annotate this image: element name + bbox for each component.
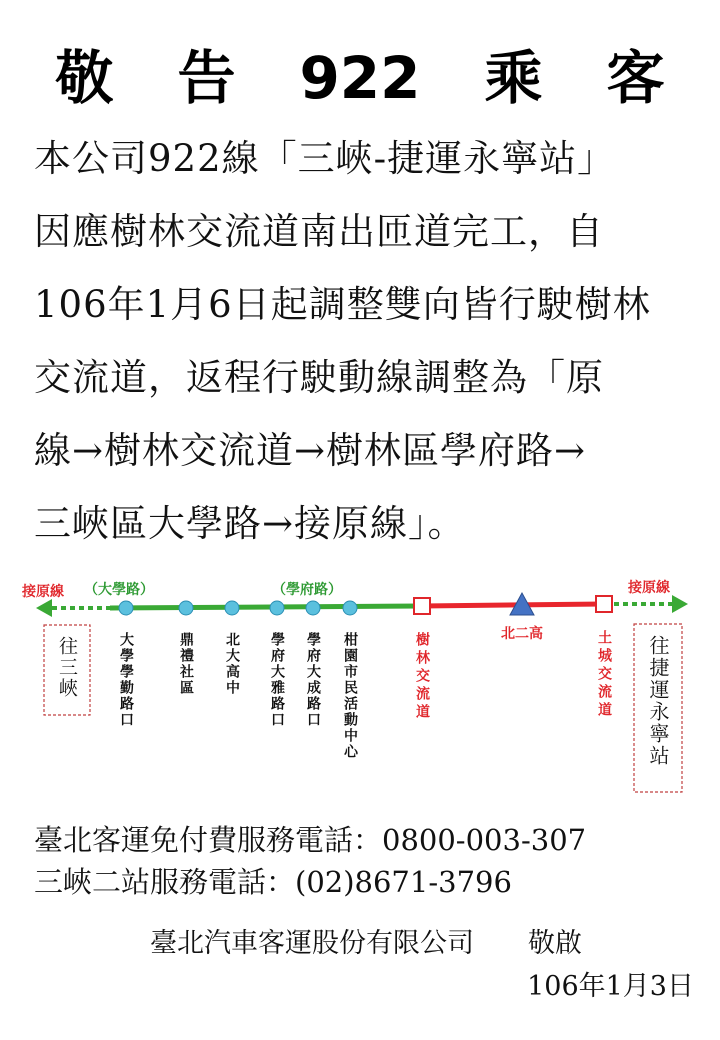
stop-marker (179, 601, 193, 615)
body-line: 106年1月6日起調整雙向皆行駛樹林 (34, 283, 651, 326)
destination-right: 往捷運永寧站 (646, 635, 670, 767)
stop-name: 北大高中 (224, 632, 240, 696)
interchange-name: 樹林交流道 (414, 632, 430, 722)
route-map (0, 568, 720, 808)
stop-marker (225, 601, 239, 615)
destination-left: 往三峽 (56, 636, 78, 699)
notice-date: 106年1月3日 (527, 971, 694, 1002)
title-char: 客 (606, 44, 665, 112)
right-join-label: 接原線 (628, 580, 670, 596)
body-line: 線→樹林交流道→樹林區學府路→ (34, 429, 587, 472)
body-line: 因應樹林交流道南出匝道完工，自 (34, 210, 604, 253)
stop-name: 鼎禮社區 (178, 632, 194, 696)
company-name: 臺北汽車客運股份有限公司 (150, 928, 474, 959)
road-label-xuefu: （學府路） (272, 582, 342, 598)
notice-title (0, 42, 720, 114)
green-route-segment (110, 606, 422, 608)
interchange-name: 土城交流道 (596, 630, 612, 720)
red-route-segment (422, 604, 604, 606)
stop-name: 學府大雅路口 (269, 632, 285, 728)
interchange-marker (596, 596, 612, 612)
left-join-label: 接原線 (22, 584, 64, 600)
title-char: 敬 (55, 44, 114, 112)
route-map-svg (0, 568, 720, 808)
title-number: 922 (299, 44, 421, 112)
company-signature (150, 925, 582, 963)
stop-marker (343, 601, 357, 615)
title-char: 告 (177, 44, 236, 112)
body-line: 交流道，返程行駛動線調整為「原 (34, 356, 604, 399)
highway-name: 北二高 (501, 626, 543, 642)
stop-name: 大學學勤路口 (118, 632, 134, 728)
stop-marker (119, 601, 133, 615)
stop-marker (270, 601, 284, 615)
station-phone: 三峽二站服務電話：(02)8671-3796 (34, 865, 512, 899)
stop-name: 柑園市民活動中心 (342, 632, 358, 760)
closing-text: 敬啟 (528, 928, 582, 959)
notice-body (34, 122, 698, 560)
right-dashed-arrow (614, 595, 688, 613)
stop-marker (306, 601, 320, 615)
road-label-daxue: （大學路） (84, 582, 154, 598)
title-char: 乘 (484, 44, 543, 112)
stop-name: 學府大成路口 (305, 632, 321, 728)
interchange-marker (414, 598, 430, 614)
body-line: 三峽區大學路→接原線」。 (34, 502, 466, 545)
toll-free-phone: 臺北客運免付費服務電話：0800-003-307 (34, 823, 587, 857)
body-line: 本公司922線「三峽-捷運永寧站」 (34, 137, 616, 180)
left-dashed-arrow (36, 599, 110, 617)
